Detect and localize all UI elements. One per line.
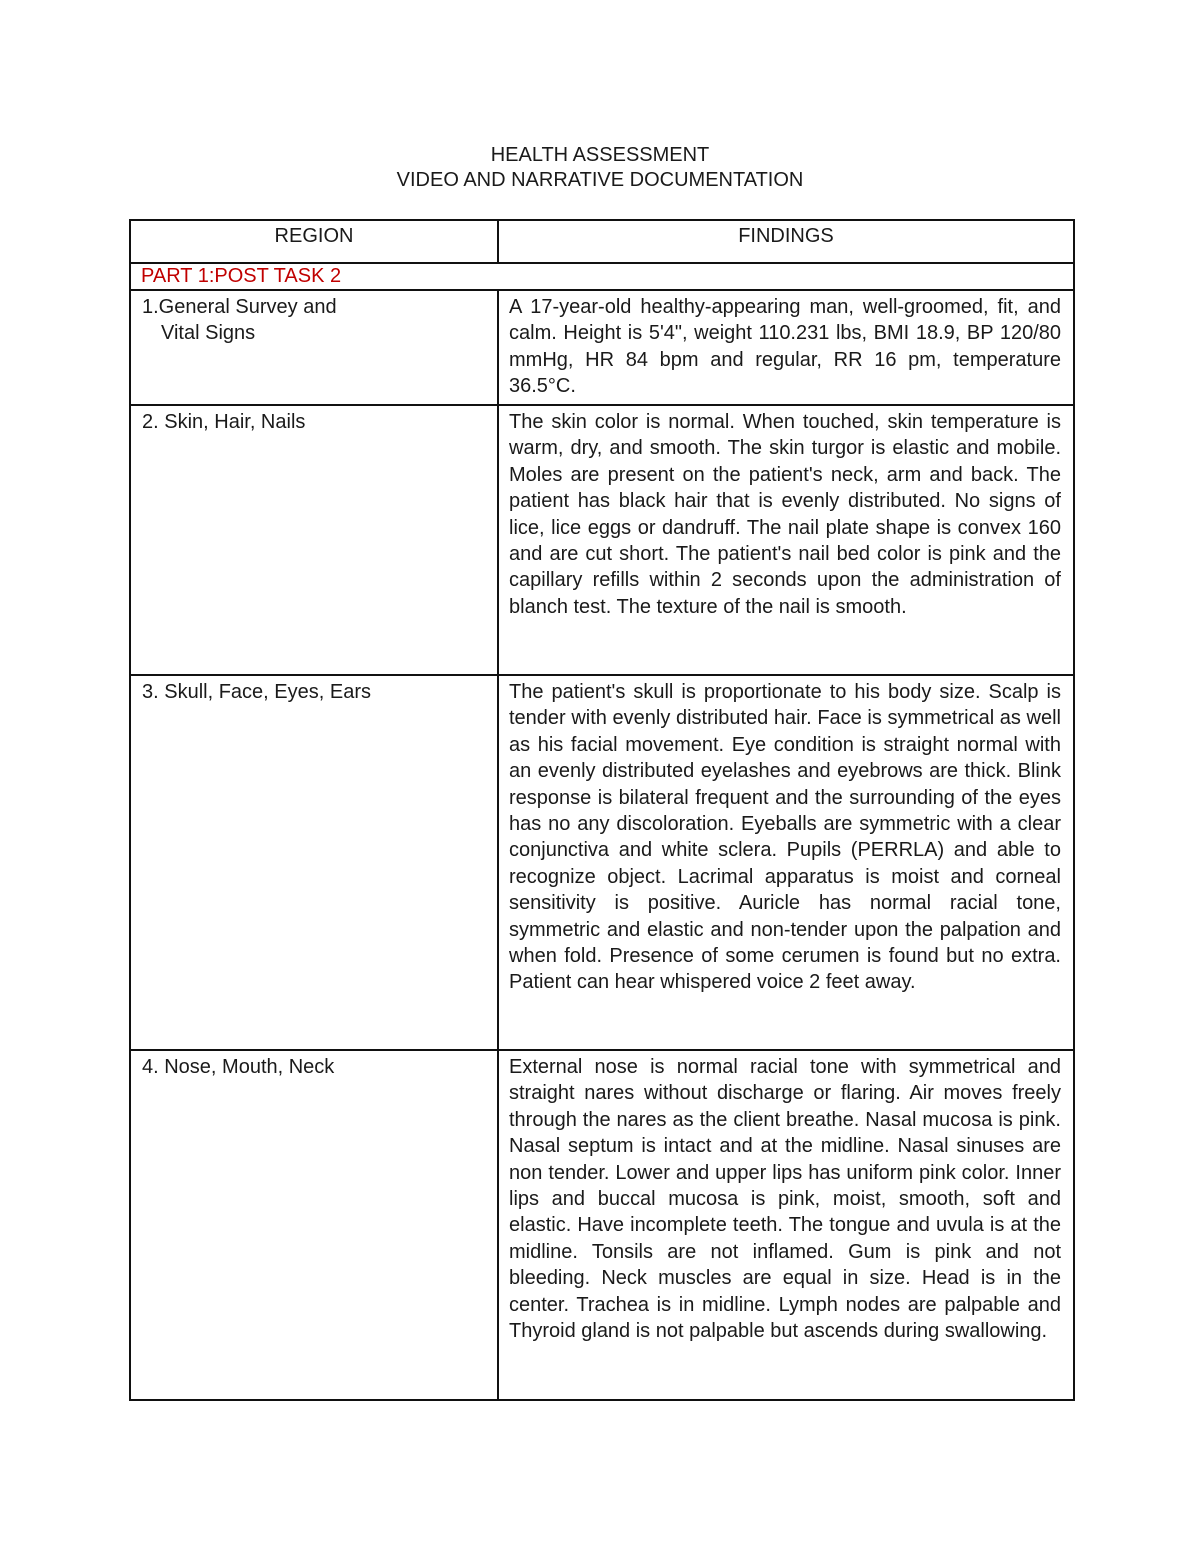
assessment-table <box>129 219 1075 1401</box>
table-row <box>130 405 1074 675</box>
region-cell <box>130 290 498 405</box>
table-row <box>130 1050 1074 1400</box>
title-line-2: VIDEO AND NARRATIVE DOCUMENTATION <box>396 169 804 191</box>
region-label-continued: Vital Signs <box>161 322 256 345</box>
region-header: REGION <box>130 220 498 263</box>
findings-cell: The skin color is normal. When touched, skin temperature is warm, dry, and smooth. The skin turgor is elastic and mobile. Moles are present on the patient's neck, arm and back. The patient has black hair that is evenly distributed. No signs of lice, lice eggs or dandruff. The nail plate shape is convex 160 and are cut short. The patient's nail bed color is pink and the capillary refills within 2 seconds upon the administration of blanch test. The texture of the nail is smooth. <box>498 405 1074 675</box>
table-row <box>130 290 1074 405</box>
findings-cell: The patient's skull is proportionate to his body size. Scalp is tender with evenly distributed hair. Face is symmetrical as well as his facial movement. Eye condition is straight normal with an evenly distributed eyelashes and eyebrows are thick. Blink response is bilateral frequent and the surrounding of the eyes has no any discoloration. Eyeballs are symmetric with a clear conjunctiva and white sclera. Pupils (PERRLA) and able to recognize object. Lacrimal apparatus is moist and corneal sensitivity is positive. Auricle has normal racial tone, symmetric and elastic and non-tender upon the palpation and when fold. Presence of some cerumen is found but no extra. Patient can hear whispered voice 2 feet away. <box>498 675 1074 1050</box>
region-cell <box>130 1050 498 1400</box>
findings-cell: External nose is normal racial tone with symmetrical and straight nares without discharge or flaring. Air moves freely through the nares as the client breathe. Nasal mucosa is pink. Nasal septum is intact and at the midline. Nasal sinuses are non tender. Lower and upper lips has uniform pink color. Inner lips and buccal mucosa is pink, moist, smooth, soft and elastic. Have incomplete teeth. The tongue and uvula is at the midline. Tonsils are not inflamed. Gum is pink and not bleeding. Neck muscles are equal in size. Head is in the center. Trachea is in midline. Lymph nodes are palpable and Thyroid gland is not palpable but ascends during swallowing. <box>498 1050 1074 1400</box>
region-label: 1.General Survey and <box>142 296 337 318</box>
part-label: PART 1:POST TASK 2 <box>130 263 1074 290</box>
table-row <box>130 675 1074 1050</box>
findings-cell: A 17-year-old healthy-appearing man, well-groomed, fit, and calm. Height is 5'4", weight 110.231 lbs, BMI 18.9, BP 120/80 mmHg, HR 84 bpm and regular, RR 16 pm, temperature 36.5°C. <box>498 290 1074 405</box>
findings-header: FINDINGS <box>498 220 1074 263</box>
part-row <box>130 263 1074 290</box>
region-label: 4. Nose, Mouth, Neck <box>142 1056 335 1078</box>
region-label: 2. Skin, Hair, Nails <box>142 411 306 433</box>
table-header-row <box>130 220 1074 263</box>
region-cell <box>130 405 498 675</box>
title-line-1: HEALTH ASSESSMENT <box>490 144 710 166</box>
region-cell <box>130 675 498 1050</box>
document-title <box>0 143 1200 193</box>
region-label: 3. Skull, Face, Eyes, Ears <box>142 681 371 703</box>
